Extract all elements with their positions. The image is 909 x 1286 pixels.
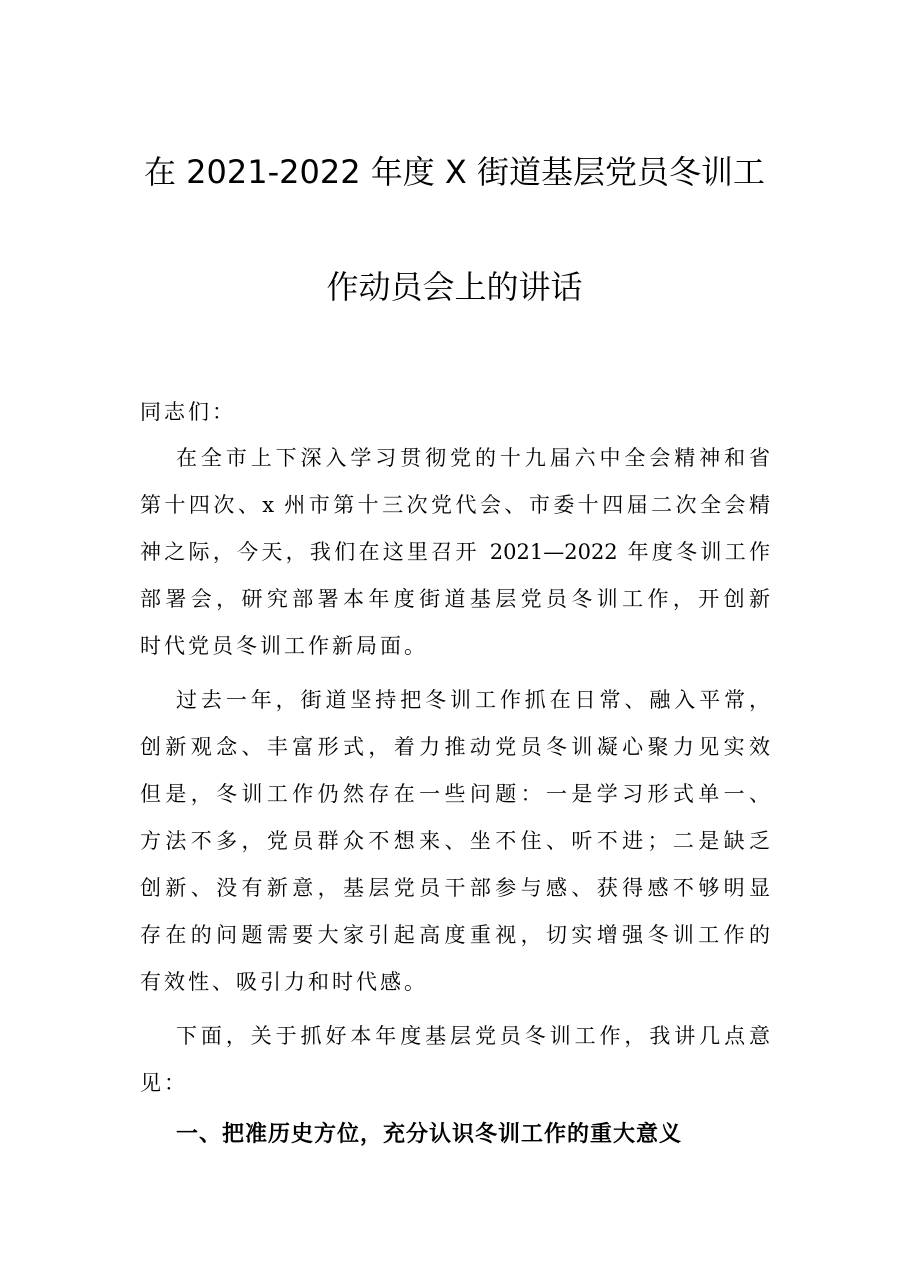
paragraph-2-line-3: 但是，冬训工作仍然存在一些问题：一是学习形式单一、 — [140, 782, 770, 806]
paragraph-1-line-2: 第十四次、x 州市第十三次党代会、市委十四届二次全会精 — [140, 493, 770, 517]
paragraph-2-line-7: 有效性、吸引力和时代感。 — [140, 970, 428, 994]
document-title-line-2: 作动员会上的讲话 — [326, 268, 583, 306]
paragraph-3-line-2: 见： — [140, 1071, 188, 1095]
paragraph-2-line-5: 创新、没有新意，基层党员干部参与感、获得感不够明显 — [140, 876, 770, 900]
paragraph-1-line-3: 神之际，今天，我们在这里召开 2021—2022 年度冬训工作 — [140, 540, 770, 564]
paragraph-2-line-2: 创新观念、丰富形式，着力推动党员冬训凝心聚力见实效 — [140, 735, 770, 759]
paragraph-2-line-1: 过去一年，街道坚持把冬训工作抓在日常、融入平常， — [176, 688, 770, 712]
paragraph-1-line-1: 在全市上下深入学习贯彻党的十九届六中全会精神和省 — [176, 446, 770, 470]
paragraph-3-line-1: 下面，关于抓好本年度基层党员冬训工作，我讲几点意 — [176, 1024, 770, 1048]
paragraph-2-line-6: 存在的问题需要大家引起高度重视，切实增强冬训工作的 — [140, 923, 770, 947]
paragraph-1-line-5: 时代党员冬训工作新局面。 — [140, 634, 428, 658]
salutation: 同志们： — [140, 400, 236, 424]
paragraph-1-line-4: 部署会，研究部署本年度街道基层党员冬训工作，开创新 — [140, 587, 770, 611]
document-title-line-1: 在 2021-2022 年度 X 街道基层党员冬训工 — [143, 153, 766, 191]
paragraph-2-line-4: 方法不多，党员群众不想来、坐不住、听不进；二是缺乏 — [140, 829, 770, 853]
section-heading-1: 一、把准历史方位，充分认识冬训工作的重大意义 — [176, 1122, 683, 1147]
